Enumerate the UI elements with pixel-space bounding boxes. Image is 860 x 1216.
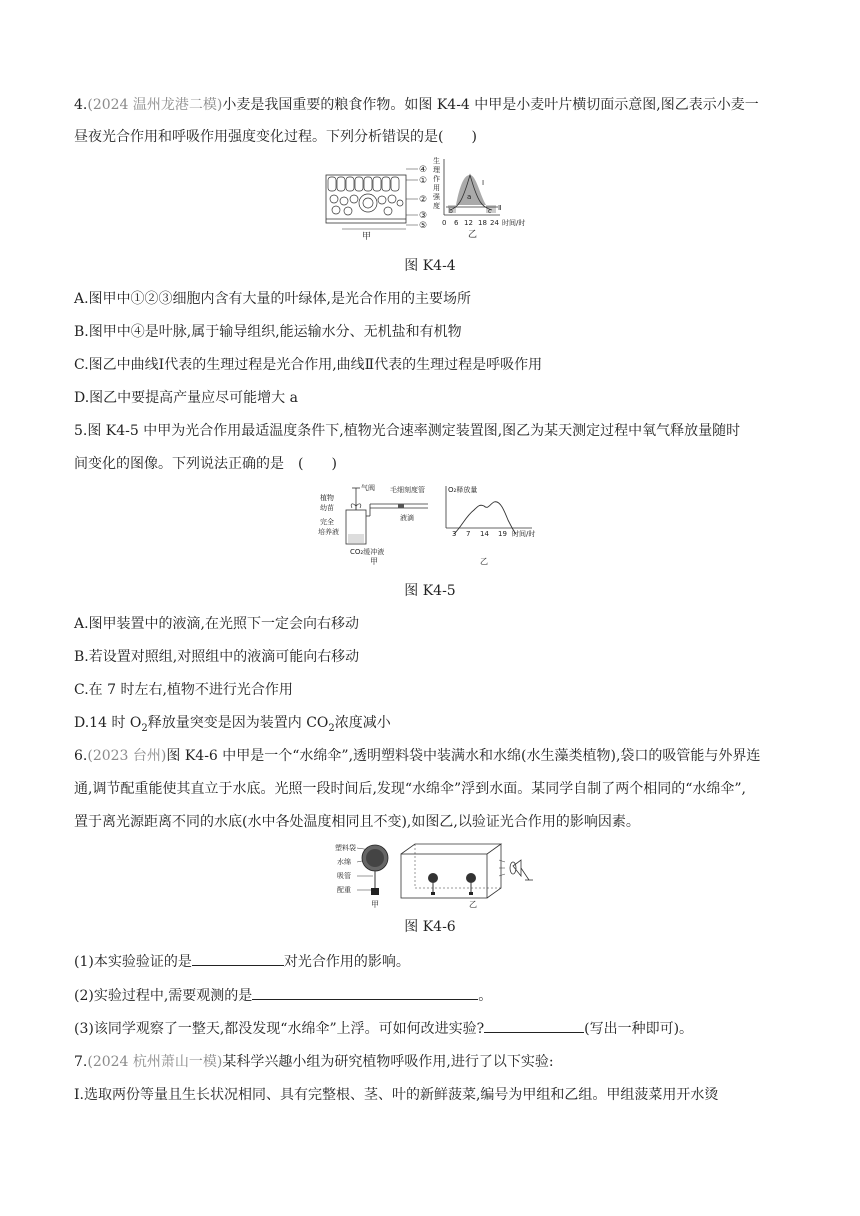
q4-source: (2024 温州龙港二模) xyxy=(87,97,223,113)
graph-ylabel-char: 度 xyxy=(433,202,440,210)
label-valve: 气阀 xyxy=(361,484,375,492)
fig-k4-4-jia-label: 甲 xyxy=(362,232,372,242)
q5-option-c: C.在 7 时左右,植物不进行光合作用 xyxy=(74,682,293,698)
fig-k4-6-yi-label: 乙 xyxy=(469,900,477,909)
xtick: 3 xyxy=(452,530,457,538)
q7-source: (2024 杭州萧山一模) xyxy=(87,1054,223,1070)
q6-number: 6. xyxy=(74,748,88,764)
label-spirogyra: 水绵 xyxy=(337,858,351,866)
label-straw: 吸管 xyxy=(337,872,351,880)
label-nutrient1: 完全 xyxy=(320,518,334,526)
q6-sub1-text: (1)本实验验证的是 xyxy=(74,954,192,970)
xtick: 6 xyxy=(454,219,459,227)
xunit: 时间/时 xyxy=(512,530,536,538)
q6-sub2 xyxy=(74,985,794,1006)
water-silk-umbrella xyxy=(335,843,388,909)
curve-label-1: Ⅰ xyxy=(482,179,485,187)
q4-number: 4. xyxy=(74,97,88,113)
q4-option-d: D.图乙中要提高产量应尽可能增大 a xyxy=(74,390,298,406)
q5-line1: 5.图 K4-5 中甲为光合作用最适温度条件下,植物光合速率测定装置图,图乙为某天测定过程中氧气释放量随时 xyxy=(74,423,741,439)
q6-line3: 置于离光源距离不同的水底(水中各处温度相同且不变),如图乙,以验证光合作用的影响因素。 xyxy=(74,814,640,830)
label-plant2: 幼苗 xyxy=(320,504,334,512)
graph-ylabel-char: 作 xyxy=(433,175,440,183)
q5-option-d xyxy=(74,713,794,733)
area-label-b: b xyxy=(449,208,453,215)
graph-ylabel-char: 理 xyxy=(433,166,440,174)
q6-sub3 xyxy=(74,1018,794,1039)
label-capillary: 毛细刻度管 xyxy=(390,486,425,494)
leaf-marker-3: ③ xyxy=(419,211,428,221)
q5-option-d-part: D.14 时 O xyxy=(74,715,142,731)
label-nutrient2: 培养液 xyxy=(318,528,339,536)
q6-sub2-text: 。 xyxy=(478,988,493,1004)
q7-line2: Ⅰ.选取两份等量且生长状况相同、具有完整根、茎、叶的新鲜菠菜,编号为甲组和乙组。甲组菠菜用开水烫 xyxy=(74,1087,719,1103)
area-label-a: a xyxy=(467,193,472,201)
figure-k4-5 xyxy=(318,480,548,570)
graph-ylabel-char: 用 xyxy=(433,184,440,192)
subscript: 2 xyxy=(328,722,335,734)
q7-number: 7. xyxy=(74,1054,88,1070)
label-droplet: 液滴 xyxy=(400,514,414,522)
q4-line2: 昼夜光合作用和呼吸作用强度变化过程。下列分析错误的是( ) xyxy=(74,129,477,145)
q6-sub2-text: (2)实验过程中,需要观测的是 xyxy=(74,988,253,1004)
figure-k4-4 xyxy=(322,155,544,243)
measuring-apparatus xyxy=(318,483,428,566)
xtick: 24 xyxy=(490,219,499,227)
leaf-marker-1: ① xyxy=(419,176,428,186)
q5-option-b: B.若设置对照组,对照组中的液滴可能向右移动 xyxy=(74,649,360,665)
q6-sub1 xyxy=(74,951,794,972)
q6-sub1-text: 对光合作用的影响。 xyxy=(283,954,410,970)
leaf-marker-2: ② xyxy=(419,195,428,205)
xtick: 19 xyxy=(498,530,507,538)
xtick: 18 xyxy=(478,219,487,227)
subscript: 2 xyxy=(141,722,148,734)
q6-text: 图 K4-6 中甲是一个“水绵伞”,透明塑料袋中装满水和水绵(水生藻类植物),袋口的吸管能与外界连 xyxy=(166,748,761,764)
leaf-cross-section xyxy=(326,165,427,242)
answer-blank-1[interactable] xyxy=(192,951,284,966)
q7-line1 xyxy=(74,1052,794,1072)
caption-k4-5: 图 K4-5 xyxy=(404,583,456,599)
q6-sub3-text: (写出一种即可)。 xyxy=(584,1021,694,1037)
q5-option-d-part: 浓度减小 xyxy=(334,715,391,731)
xtick: 14 xyxy=(480,530,489,538)
q4-line1 xyxy=(74,95,794,115)
oxygen-release-graph xyxy=(446,485,535,566)
fig-k4-4-yi-label: 乙 xyxy=(468,230,478,240)
leaf-marker-5: ⑤ xyxy=(419,221,428,231)
label-plant1: 植物 xyxy=(320,494,334,502)
q4-option-c: C.图乙中曲线Ⅰ代表的生理过程是光合作用,曲线Ⅱ代表的生理过程是呼吸作用 xyxy=(74,357,543,373)
q7-text: 某科学兴趣小组为研究植物呼吸作用,进行了以下实验: xyxy=(222,1054,554,1070)
fig-k4-6-jia-label: 甲 xyxy=(371,900,379,909)
answer-blank-2[interactable] xyxy=(252,985,478,1000)
q4-option-b: B.图甲中④是叶脉,属于输导组织,能运输水分、无机盐和有机物 xyxy=(74,324,462,340)
area-label-c: c xyxy=(488,208,492,215)
answer-blank-3[interactable] xyxy=(484,1018,584,1033)
leaf-marker-4: ④ xyxy=(419,165,428,175)
fig-k4-5-yi-label: 乙 xyxy=(480,557,488,566)
xtick: 7 xyxy=(466,530,471,538)
caption-k4-4: 图 K4-4 xyxy=(404,258,456,274)
q5-option-d-part: 释放量突变是因为装置内 CO xyxy=(147,715,329,731)
xtick: 0 xyxy=(442,219,447,227)
water-tank-setup xyxy=(401,844,533,909)
label-buffer: CO₂缓冲液 xyxy=(350,548,385,556)
label-weight: 配重 xyxy=(337,886,351,894)
lamp-icon xyxy=(499,860,533,880)
q6-line2: 通,调节配重能使其直立于水底。光照一段时间后,发现“水绵伞”浮到水面。某同学自制了两个相同的“水绵伞”, xyxy=(74,781,746,797)
graph-ylabel-char: 强 xyxy=(433,193,440,201)
q5-line2: 间变化的图像。下列说法正确的是 ( ) xyxy=(74,456,337,472)
q6-source: (2023 台州) xyxy=(87,748,167,764)
caption-k4-6: 图 K4-6 xyxy=(404,919,456,935)
graph-ylabel-char: 生 xyxy=(433,157,440,165)
xunit: 时间/时 xyxy=(502,219,526,227)
xtick: 12 xyxy=(464,219,473,227)
photosynthesis-graph xyxy=(433,156,525,240)
fig-k4-5-jia-label: 甲 xyxy=(370,557,378,566)
label-plastic-bag: 塑料袋 xyxy=(335,844,356,852)
q6-line1 xyxy=(74,746,794,766)
graph-ylabel: O₂释放量 xyxy=(448,486,478,494)
q4-text: 小麦是我国重要的粮食作物。如图 K4-4 中甲是小麦叶片横切面示意图,图乙表示小麦一 xyxy=(222,97,759,113)
q4-option-a: A.图甲中①②③细胞内含有大量的叶绿体,是光合作用的主要场所 xyxy=(74,291,472,307)
curve-label-2: Ⅱ xyxy=(498,204,502,212)
figure-k4-6 xyxy=(335,840,545,910)
q5-option-a: A.图甲装置中的液滴,在光照下一定会向右移动 xyxy=(74,616,360,632)
q6-sub3-text: (3)该同学观察了一整天,都没发现“水绵伞”上浮。可如何改进实验? xyxy=(74,1021,485,1037)
